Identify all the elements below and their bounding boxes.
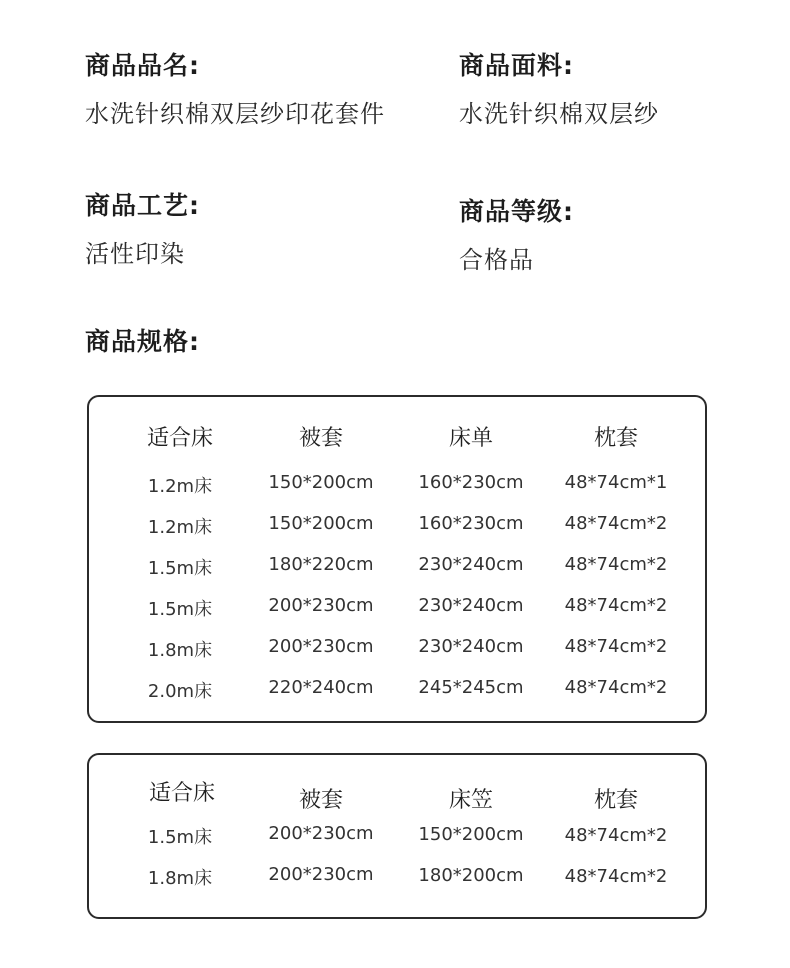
- table-header-duvet-cover: 被套: [298, 788, 344, 813]
- product-name-label: 商品品名:: [85, 51, 200, 80]
- table-cell: 2.0m床: [147, 681, 213, 702]
- table-cell: 48*74cm*2: [564, 636, 668, 657]
- table-cell: 1.8m床: [147, 640, 213, 661]
- table-header-bed-size: 适合床: [148, 781, 216, 806]
- product-fabric-label: 商品面料:: [459, 51, 574, 80]
- table-cell: 48*74cm*2: [564, 513, 668, 534]
- product-craft-label: 商品工艺:: [85, 191, 200, 220]
- table-cell: 230*240cm: [418, 636, 524, 657]
- table-cell: 200*230cm: [268, 636, 374, 657]
- product-craft-section: [85, 186, 200, 269]
- product-craft-value: 活性印染: [85, 240, 185, 268]
- table-cell: 48*74cm*2: [564, 866, 668, 887]
- table-header-fitted-sheet: 床笠: [448, 788, 494, 813]
- table-cell: 1.2m床: [147, 476, 213, 497]
- table-cell: 200*230cm: [268, 864, 374, 885]
- product-spec-section: [85, 322, 200, 358]
- table-header-pillowcase: 枕套: [593, 426, 639, 451]
- spec-table-2: [87, 753, 707, 919]
- product-name-value: 水洗针织棉双层纱印花套件: [85, 100, 385, 128]
- table-cell: 48*74cm*2: [564, 677, 668, 698]
- table-cell: 180*200cm: [418, 865, 524, 886]
- product-grade-label: 商品等级:: [459, 197, 574, 226]
- product-name-section: [85, 46, 385, 129]
- table-cell: 1.8m床: [147, 868, 213, 889]
- product-spec-label: 商品规格:: [85, 327, 200, 356]
- table-cell: 230*240cm: [418, 554, 524, 575]
- product-grade-section: [459, 192, 574, 275]
- table-cell: 1.5m床: [147, 558, 213, 579]
- table-cell: 160*230cm: [418, 472, 524, 493]
- table-header-pillowcase: 枕套: [593, 788, 639, 813]
- table-cell: 150*200cm: [418, 824, 524, 845]
- table-cell: 150*200cm: [268, 513, 374, 534]
- spec-table-1: [87, 395, 707, 723]
- table-cell: 1.5m床: [147, 599, 213, 620]
- product-grade-value: 合格品: [459, 246, 534, 274]
- table-cell: 230*240cm: [418, 595, 524, 616]
- table-cell: 48*74cm*2: [564, 825, 668, 846]
- table-cell: 48*74cm*1: [564, 472, 668, 493]
- table-cell: 160*230cm: [418, 513, 524, 534]
- table-cell: 245*245cm: [418, 677, 524, 698]
- product-fabric-section: [459, 46, 659, 129]
- table-header-bed-size: 适合床: [146, 426, 214, 451]
- table-cell: 48*74cm*2: [564, 595, 668, 616]
- table-cell: 150*200cm: [268, 472, 374, 493]
- table-cell: 200*230cm: [268, 823, 374, 844]
- table-cell: 200*230cm: [268, 595, 374, 616]
- product-fabric-value: 水洗针织棉双层纱: [459, 100, 659, 128]
- table-header-bed-sheet: 床单: [448, 426, 494, 451]
- table-cell: 1.5m床: [147, 827, 213, 848]
- table-cell: 220*240cm: [268, 677, 374, 698]
- table-cell: 48*74cm*2: [564, 554, 668, 575]
- table-header-duvet-cover: 被套: [298, 426, 344, 451]
- table-cell: 180*220cm: [268, 554, 374, 575]
- table-cell: 1.2m床: [147, 517, 213, 538]
